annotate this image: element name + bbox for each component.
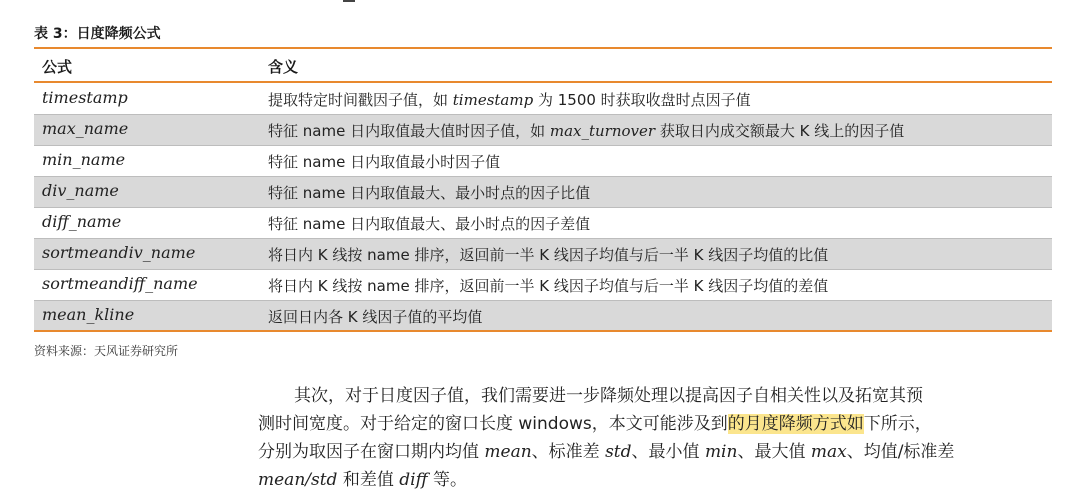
formula-cell: max_name xyxy=(42,119,129,138)
paragraph-line: 测时间宽度。对于给定的窗口长度 windows，本文可能涉及到的月度降频方式如下所示， xyxy=(258,414,932,434)
formula-cell: sortmeandiff_name xyxy=(42,274,198,293)
meaning-cell: 特征 name 日内取值最大、最小时点的因子比值 xyxy=(268,184,591,202)
table-row xyxy=(34,115,1052,146)
table-header xyxy=(34,50,1052,80)
header-formula: 公式 xyxy=(42,58,73,76)
header-meaning: 含义 xyxy=(268,58,299,76)
table-row xyxy=(34,208,1052,239)
meaning-cell: 提取特定时间戳因子值，如 timestamp 为 1500 时获取收盘时点因子值 xyxy=(268,91,751,109)
table-row xyxy=(34,84,1052,115)
meaning-cell: 返回日内各 K 线因子值的平均值 xyxy=(268,308,483,326)
top-edge-mark xyxy=(343,0,355,2)
table-top-rule xyxy=(34,47,1052,49)
highlighted-text: 的月度降频方式如 xyxy=(727,414,864,434)
body-paragraph xyxy=(258,382,1050,494)
table-source: 资料来源：天风证券研究所 xyxy=(34,344,179,358)
table-row xyxy=(34,301,1052,332)
meaning-cell: 特征 name 日内取值最大、最小时点的因子差值 xyxy=(268,215,591,233)
formula-cell: timestamp xyxy=(42,88,128,107)
table-header-rule xyxy=(34,81,1052,83)
table-title: 表 3：日度降频公式 xyxy=(34,26,161,42)
paragraph-line: 分别为取因子在窗口期内均值 mean、标准差 std、最小值 min、最大值 max、均值/标准差 xyxy=(258,442,955,462)
meaning-cell: 将日内 K 线按 name 排序，返回前一半 K 线因子均值与后一半 K 线因子均值的比值 xyxy=(268,246,829,264)
table-row xyxy=(34,177,1052,208)
table-row xyxy=(34,146,1052,177)
table-row xyxy=(34,239,1052,270)
formula-cell: sortmeandiv_name xyxy=(42,243,196,262)
meaning-cell: 将日内 K 线按 name 排序，返回前一半 K 线因子均值与后一半 K 线因子均值的差值 xyxy=(268,277,829,295)
formula-cell: mean_kline xyxy=(42,305,135,324)
meaning-cell: 特征 name 日内取值最小时因子值 xyxy=(268,153,501,171)
paragraph-line: mean/std 和差值 diff 等。 xyxy=(258,470,468,490)
formula-cell: diff_name xyxy=(42,212,122,231)
table-bottom-rule xyxy=(34,330,1052,332)
paragraph-line: 其次，对于日度因子值，我们需要进一步降频处理以提高因子自相关性以及拓宽其预 xyxy=(294,386,923,406)
table-row xyxy=(34,270,1052,301)
formula-cell: min_name xyxy=(42,150,126,169)
formula-cell: div_name xyxy=(42,181,119,200)
table-body xyxy=(34,84,1052,332)
meaning-cell: 特征 name 日内取值最大值时因子值，如 max_turnover 获取日内成交额最大 K 线上的因子值 xyxy=(268,122,905,140)
